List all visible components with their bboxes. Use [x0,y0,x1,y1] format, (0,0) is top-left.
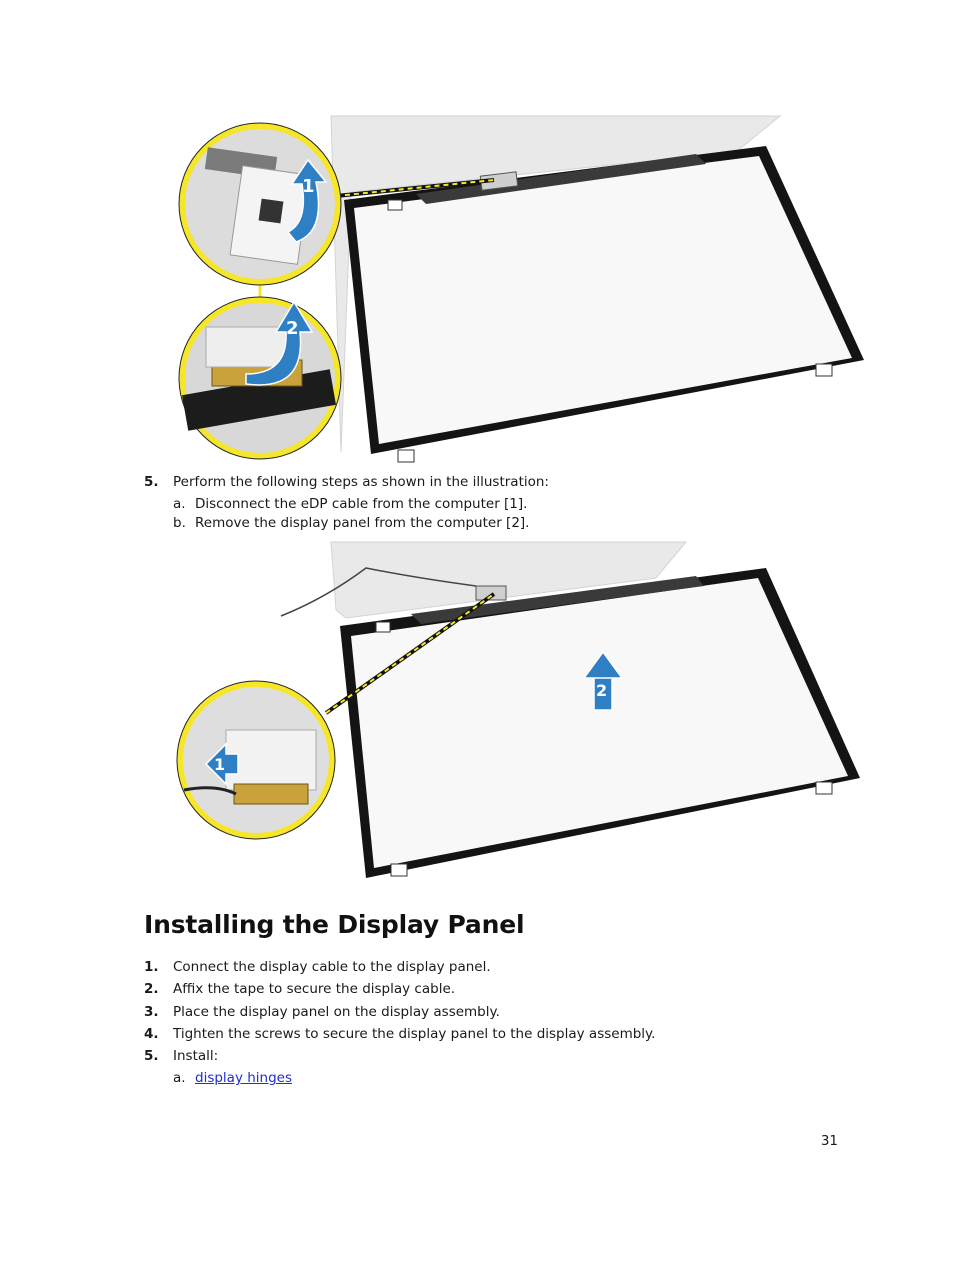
substep-text: Disconnect the eDP cable from the computer [1]. [195,496,528,512]
figure-remove-display-panel [176,538,870,883]
page-number: 31 [820,1133,838,1149]
mount-bracket [398,450,414,462]
mount-bracket [376,622,390,632]
substep-letter: b. [173,515,186,531]
callout-number-1: 1 [214,755,226,774]
step-text: Affix the tape to secure the display cable. [173,981,456,997]
callout-circle-1 [177,681,335,839]
callout-number-2: 2 [596,681,608,700]
substep-text: Remove the display panel from the computer [2]. [195,515,530,531]
step-text: Connect the display cable to the display panel. [173,959,491,975]
step-number: 4. [144,1026,159,1042]
mount-bracket [391,864,407,876]
substep-letter: a. [173,496,186,512]
substep-letter: a. [173,1070,186,1086]
step-number: 5. [144,1048,159,1064]
step-text: Tighten the screws to secure the display panel to the display assembly. [173,1026,656,1042]
install-substep [173,1069,292,1087]
step-number: 1. [144,959,159,975]
figure-disconnect-edp-cable [176,112,870,470]
mount-bracket [816,364,832,376]
substep [173,514,530,532]
display-hinges-link[interactable]: display hinges [195,1070,292,1086]
section-title: Installing the Display Panel [144,910,525,939]
step-text: Install: [173,1048,219,1064]
mount-bracket [388,200,402,210]
step-text: Perform the following steps as shown in the illustration: [173,474,549,490]
step-number: 5. [144,474,159,490]
step-number: 2. [144,981,159,997]
callout-number-1: 1 [302,176,315,197]
substep [173,495,528,513]
step-text: Place the display panel on the display assembly. [173,1004,500,1020]
step-number: 3. [144,1004,159,1020]
mount-bracket [816,782,832,794]
callout-number-2: 2 [286,318,299,339]
